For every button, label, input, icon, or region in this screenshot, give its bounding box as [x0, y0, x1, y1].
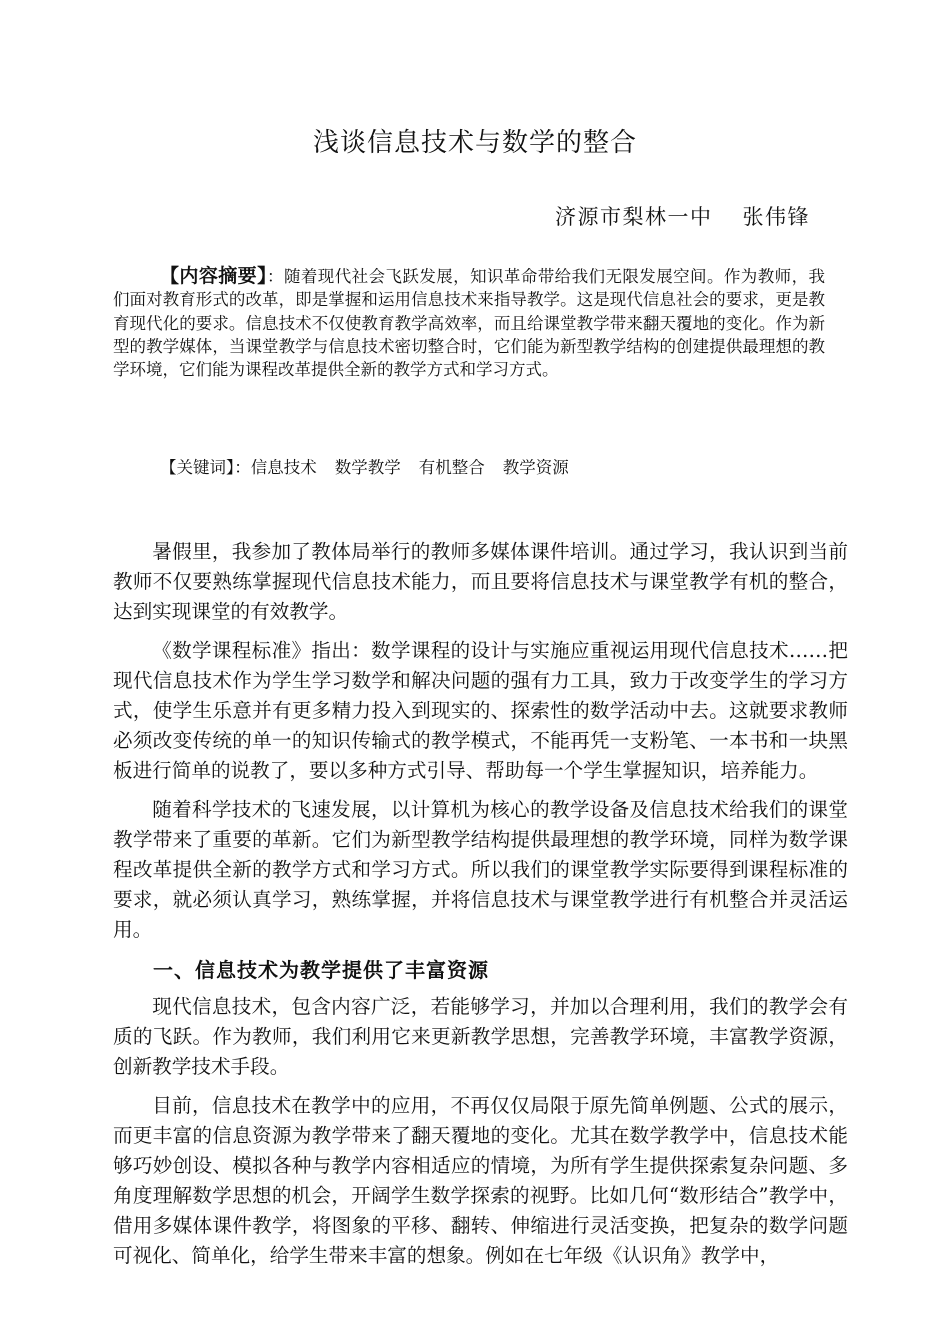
author-name: 张伟锋 [742, 205, 810, 229]
keywords-label: 【关键词】： [160, 458, 251, 477]
body-paragraph: 现代信息技术，包含内容广泛，若能够学习，并加以合理利用，我们的教学会有质的飞跃。作为教师，我们利用它来更新教学思想，完善教学环境，丰富教学资源，创新教学技术手段。 [113, 995, 848, 1078]
document-title: 浅谈信息技术与数学的整合 [312, 128, 637, 158]
keyword: 数学教学 [334, 458, 401, 477]
keywords [160, 454, 587, 478]
article-body [113, 537, 848, 1280]
abstract [113, 265, 825, 381]
abstract-text: ：随着现代社会飞跃发展，知识革命带给我们无限发展空间。作为教师，我们面对教育形式的改革，即是掌握和运用信息技术来指导教学。这是现代信息社会的要求，更是教育现代化的要求。信息技术不仅使教育教学高效率，而且给课堂教学带来翻天覆地的变化。作为新型的教学媒体，当课堂教学与信息技术密切整合时，它们能为新型教学结构的创建提供最理想的教学环境，它们能为课程改革提供全新的教学方式和学习方式。 [113, 267, 825, 380]
author-line [555, 201, 810, 231]
keyword: 信息技术 [250, 458, 317, 477]
body-paragraph: 随着科学技术的飞速发展，以计算机为核心的教学设备及信息技术给我们的课堂教学带来了重要的革新。它们为新型教学结构提供最理想的教学环境，同样为数学课程改革提供全新的教学方式和学习方式。所以我们的课堂教学实际要得到课程标准的要求，就必须认真学习，熟练掌握，并将信息技术与课堂教学进行有机整合并灵活运用。 [113, 798, 848, 941]
abstract-label: 【内容摘要】 [160, 265, 268, 287]
author-school: 济源市梨林一中 [555, 205, 713, 229]
body-paragraph: 暑假里，我参加了教体局举行的教师多媒体课件培训。通过学习，我认识到当前教师不仅要熟练掌握现代信息技术能力，而且要将信息技术与课堂教学有机的整合，达到实现课堂的有效教学。 [113, 540, 848, 623]
section-heading: 一、信息技术为教学提供了丰富资源 [153, 958, 489, 982]
keyword: 有机整合 [418, 458, 485, 477]
keyword: 教学资源 [502, 458, 569, 477]
body-paragraph: 《数学课程标准》指出：数学课程的设计与实施应重视运用现代信息技术……把现代信息技术作为学生学习数学和解决问题的强有力工具，致力于改变学生的学习方式，使学生乐意并有更多精力投入到现实的、探索性的数学活动中去。这就要求教师必须改变传统的单一的知识传输式的教学模式，不能再凭一支粉笔、一本书和一块黑板进行简单的说教了，要以多种方式引导、帮助每一个学生掌握知识，培养能力。 [113, 639, 848, 782]
body-paragraph: 目前，信息技术在教学中的应用，不再仅仅局限于原先简单例题、公式的展示，而更丰富的信息资源为教学带来了翻天覆地的变化。尤其在数学教学中，信息技术能够巧妙创设、模拟各种与教学内容相适应的情境，为所有学生提供探索复杂问题、多角度理解数学思想的机会，开阔学生数学探索的视野。比如几何“数形结合”教学中，借用多媒体课件教学，将图象的平移、翻转、伸缩进行灵活变换，把复杂的数学问题可视化、简单化，给学生带来丰富的想象。例如在七年级《认识角》教学中， [113, 1094, 848, 1267]
